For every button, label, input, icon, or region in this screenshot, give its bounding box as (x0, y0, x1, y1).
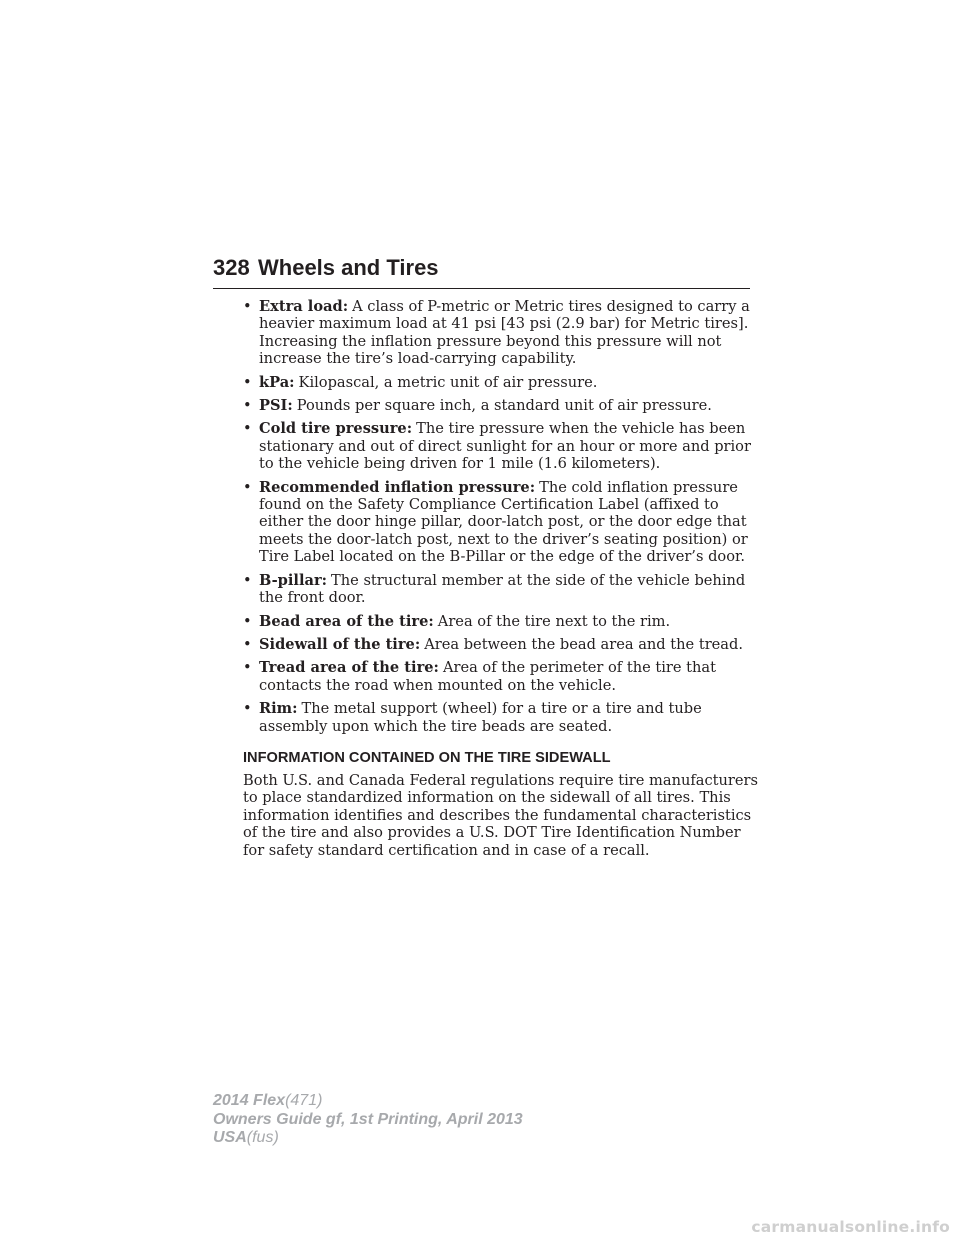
definition-text: Area of the tire next to the rim. (437, 612, 671, 630)
bullet-glyph: • (243, 635, 252, 653)
definition-term: kPa: (259, 373, 295, 391)
list-item (243, 374, 763, 391)
bullet-glyph: • (243, 700, 252, 718)
footer-model: 2014 Flex (213, 1092, 286, 1109)
list-item (243, 613, 763, 630)
definition-term: PSI: (259, 397, 293, 415)
definition-text: The cold inflation pressure found on the Safety Compliance Certification Label (affixed to either the door hinge pillar, door-latch post, or the door edge that meets the door-latch post, next to the driver’s seating position) or Tire Label located on the B-Pillar or the edge of the driver’s door. (259, 478, 748, 566)
bullet-glyph: • (243, 571, 252, 589)
definition-term: Recommended inflation pressure: (259, 478, 536, 496)
definition-term: Extra load: (259, 298, 349, 315)
definition-term: Bead area of the tire: (259, 612, 434, 630)
list-item (243, 700, 763, 735)
footer-line-model (213, 1092, 523, 1111)
definition-term: Sidewall of the tire: (259, 635, 421, 653)
list-item (243, 636, 763, 653)
footer-market-code: (fus) (246, 1129, 279, 1146)
bullet-glyph: • (243, 373, 252, 391)
bullet-glyph: • (243, 659, 252, 677)
page-number: 328 (213, 255, 250, 280)
section-paragraph: Both U.S. and Canada Federal regulations require tire manufacturers to place standardized information on the sidewall of all tires. This information identifies and describes the fundamental characteristics of the tire and also provides a U.S. DOT Tire Identification Number for safety standard certification and in case of a recall. (243, 771, 758, 859)
watermark: carmanualsonline.info (751, 1218, 950, 1236)
definition-text: The tire pressure when the vehicle has been stationary and out of direct sunlight for an hour or more and prior to the vehicle being driven for 1 mile (1.6 kilometers). (259, 420, 751, 473)
definition-text: The metal support (wheel) for a tire or a tire and tube assembly upon which the tire beads are seated. (259, 700, 702, 735)
definition-text: A class of P-metric or Metric tires designed to carry a heavier maximum load at 41 psi [43 psi (2.9 bar) for Metric tires]. Increasing the inflation pressure beyond this pressure will not increase the tire’s load-carrying capability. (259, 298, 750, 368)
list-item (243, 420, 763, 472)
list-item (243, 572, 763, 607)
section-heading: INFORMATION CONTAINED ON THE TIRE SIDEWALL (243, 749, 611, 766)
definition-text: The structural member at the side of the vehicle behind the front door. (259, 571, 746, 607)
definition-text: Pounds per square inch, a standard unit of air pressure. (296, 397, 712, 415)
list-item (243, 298, 763, 368)
definition-text: Area between the bead area and the tread. (424, 635, 743, 653)
definition-text: Kilopascal, a metric unit of air pressure. (298, 373, 598, 391)
list-item (243, 659, 763, 694)
page-header (213, 254, 750, 289)
page-content (243, 298, 763, 859)
definition-term: B-pillar: (259, 571, 328, 589)
definition-term: Rim: (259, 700, 298, 718)
definition-list (243, 298, 763, 735)
footer-model-code: (471) (285, 1092, 323, 1109)
list-item (243, 397, 763, 414)
definition-text: Area of the perimeter of the tire that contacts the road when mounted on the vehicle. (259, 659, 716, 694)
definition-term: Tread area of the tire: (259, 659, 439, 677)
section-title: Wheels and Tires (258, 255, 439, 280)
bullet-glyph: • (243, 397, 252, 415)
footer-market: USA (213, 1129, 247, 1146)
bullet-glyph: • (243, 478, 252, 496)
bullet-glyph: • (243, 420, 252, 438)
list-item (243, 479, 763, 566)
bullet-glyph: • (243, 298, 252, 315)
bullet-glyph: • (243, 612, 252, 630)
footer-line-market (213, 1129, 523, 1148)
definition-term: Cold tire pressure: (259, 420, 413, 438)
print-footer (213, 1092, 523, 1148)
footer-guide: Owners Guide gf, 1st Printing, April 2013 (213, 1110, 523, 1128)
